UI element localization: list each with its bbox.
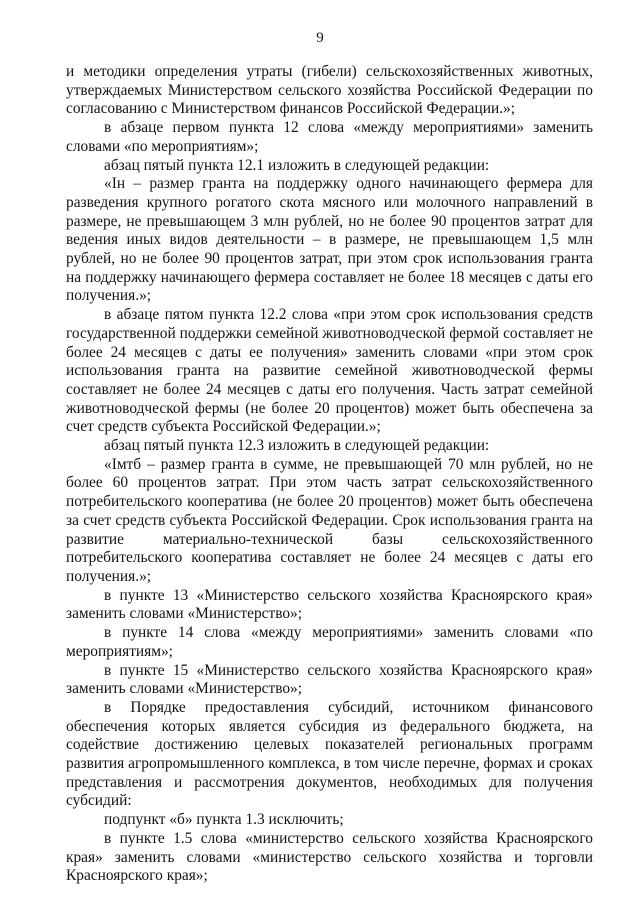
paragraph: абзац пятый пункта 12.1 изложить в следующей редакции: xyxy=(104,156,490,174)
paragraph: в Порядке предоставления субсидий, источником финансового обеспечения которых является субсидия из федерального бюджета, на содействие достижению целевых показателей региональных программ развития агропромышленного комплекса, в том числе перечне, формах и сроках представления и рассмотрения документов, необходимых для получения субсидий: xyxy=(66,698,593,810)
paragraph: в пункте 15 «Министерство сельского хозяйства Красноярского края» заменить словами «Министерство»; xyxy=(66,661,593,698)
paragraph: и методики определения утраты (гибели) сельскохозяйственных животных, утверждаемых Министерством сельского хозяйства Российской Федерации по согласованию с Министерством финансов Российской Федерации.»; xyxy=(66,63,593,118)
paragraph: в абзаце пятом пункта 12.2 слова «при этом срок использования средств государственной поддержки семейной животноводческой фермой составляет не более 24 месяцев с даты ее получения» заменить словами «при этом срок использования гранта на развитие семейной животноводческой фермы составляет не более 24 месяцев с даты его получения. Часть затрат семейной животноводческой фермы (не более 20 процентов) может быть обеспечена за счет средств субъекта Российской Федерации.»; xyxy=(66,306,593,436)
paragraph: абзац пятый пункта 12.3 изложить в следующей редакции: xyxy=(104,437,490,455)
paragraph: подпункт «б» пункта 1.3 исключить; xyxy=(104,811,344,829)
page-number: 9 xyxy=(316,30,324,46)
paragraph: в пункте 13 «Министерство сельского хозяйства Красноярского края» заменить словами «Министерство»; xyxy=(66,586,593,623)
paragraph: в абзаце первом пункта 12 слова «между мероприятиями» заменить словами «по мероприятиям»; xyxy=(66,119,593,155)
document-body xyxy=(66,63,593,886)
paragraph: в пункте 1.5 слова «министерство сельского хозяйства Красноярского края» заменить словами «министерство сельского хозяйства и торговли Красноярского края»; xyxy=(66,829,593,885)
paragraph: «Iмтб – размер гранта в сумме, не превышающей 70 млн рублей, но не более 60 процентов затрат. При этом часть затрат сельскохозяйственного потребительского кооператива (не более 20 процентов) может быть обеспечена за счет средств субъекта Российской Федерации. Срок использования гранта на развитие материально-технической базы сельскохозяйственного потребительского кооператива составляет не более 24 месяцев с даты его получения.»; xyxy=(66,455,593,585)
paragraph: «Iн – размер гранта на поддержку одного начинающего фермера для разведения крупного рогатого скота мясного или молочного направлений в размере, не превышающем 3 млн рублей, но не более 90 процентов затрат для ведения иных видов деятельности – в размере, не превышающем 1,5 млн рублей, но не более 90 процентов затрат, при этом срок использования гранта на поддержку начинающего фермера составляет не более 18 месяцев с даты его получения.»; xyxy=(66,175,593,305)
paragraph: в пункте 14 слова «между мероприятиями» заменить словами «по мероприятиям»; xyxy=(66,624,593,660)
